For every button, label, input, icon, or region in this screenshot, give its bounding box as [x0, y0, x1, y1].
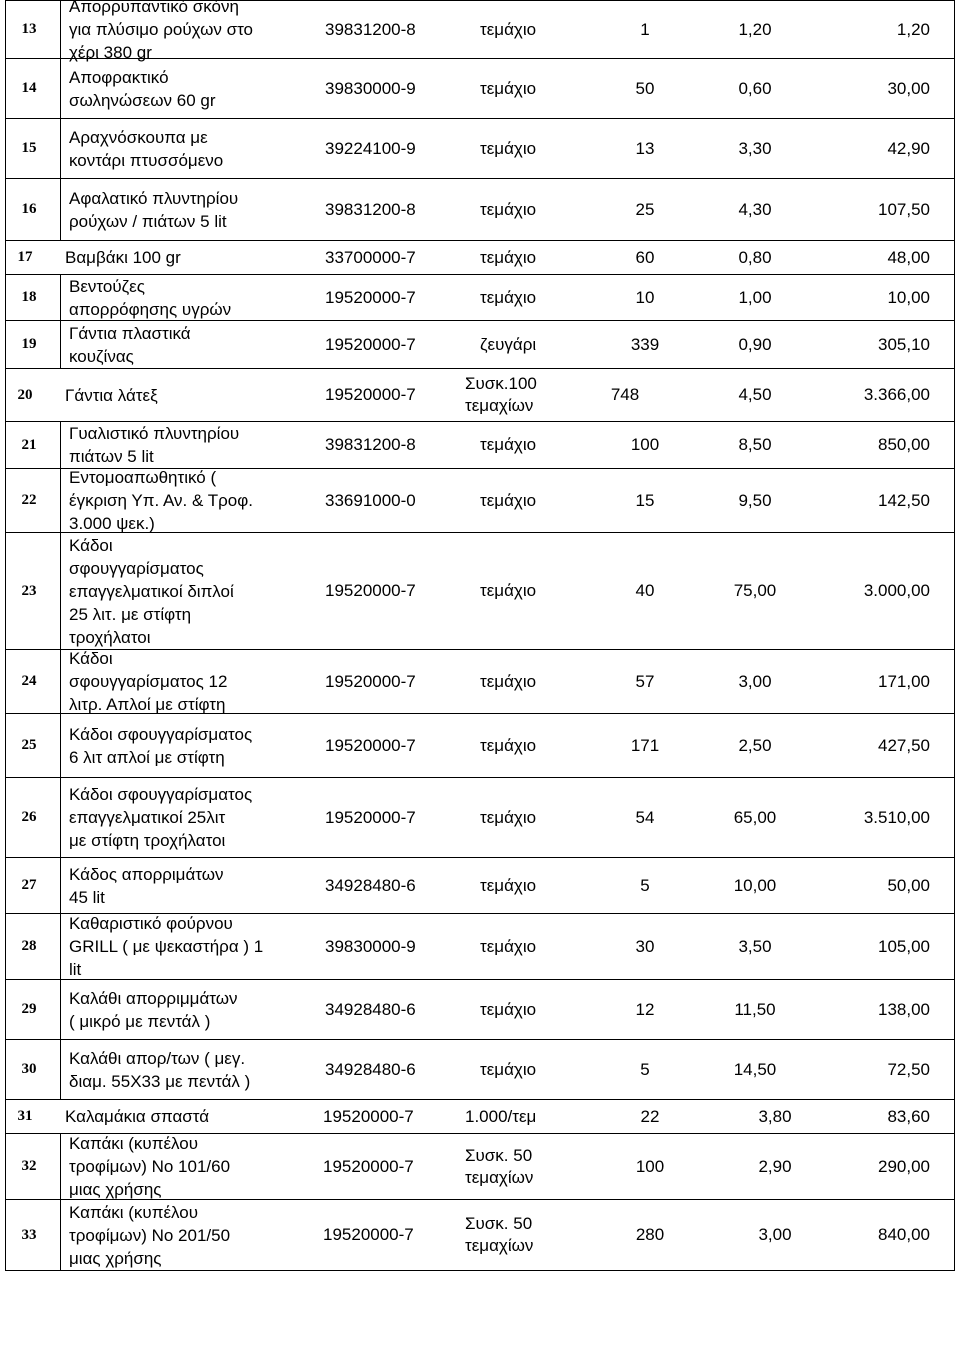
unit-of-measure: ζευγάρι [480, 334, 537, 354]
row-border-right [954, 1134, 955, 1199]
unit-price: 11,50 [734, 999, 776, 1019]
item-number: 27 [21, 877, 37, 893]
row-border-mid [60, 422, 61, 468]
quantity: 339 [630, 334, 660, 354]
unit-of-measure: Συσκ. 50 τεμαχίων [465, 1214, 534, 1255]
unit-price: 4,30 [738, 199, 772, 219]
line-total: 3.510,00 [863, 807, 930, 827]
unit-of-measure: τεμάχιο [480, 999, 537, 1019]
cpv-code: 19520000-7 [323, 1225, 414, 1244]
unit-price: 3,80 [758, 1106, 792, 1126]
unit-price: 1,20 [738, 19, 772, 39]
cpv-code: 39831200-8 [325, 19, 416, 39]
quantity: 22 [640, 1106, 660, 1126]
quantity: 50 [635, 78, 655, 98]
unit-of-measure: 1.000/τεμ [465, 1106, 537, 1126]
row-border-mid [60, 858, 61, 913]
table-row [5, 469, 955, 533]
line-total: 50,00 [887, 875, 930, 895]
item-number: 23 [21, 582, 37, 599]
line-total: 107,50 [878, 199, 930, 219]
item-number: 26 [21, 809, 37, 825]
line-total: 10,00 [887, 287, 930, 307]
table-row [5, 321, 955, 369]
item-description: Κάδος απορριμάτων 45 lit [69, 864, 224, 907]
item-description: Βαμβάκι 100 gr [65, 248, 181, 267]
line-total: 305,10 [878, 334, 930, 354]
line-total: 1,20 [896, 19, 930, 39]
unit-price: 2,90 [758, 1156, 792, 1176]
item-description: Εντομοαπωθητικό ( έγκριση Υπ. Αν. & Τροφ. 3.000 ψεκ.) [69, 468, 253, 533]
row-border-right [954, 778, 955, 857]
table-row [5, 1134, 955, 1200]
row-border-mid [60, 469, 61, 532]
cpv-code: 19520000-7 [325, 385, 416, 404]
line-total: 840,00 [878, 1225, 930, 1244]
quantity: 100 [635, 1156, 665, 1176]
row-border-right [954, 1, 955, 58]
row-border-mid [60, 321, 61, 368]
line-total: 105,00 [878, 936, 930, 956]
item-number: 16 [21, 201, 37, 217]
quantity: 5 [640, 1059, 650, 1079]
quantity: 54 [635, 807, 655, 827]
items-table [5, 0, 955, 1271]
item-description: Καλαμάκια σπαστά [65, 1107, 210, 1126]
quantity: 30 [635, 936, 655, 956]
item-number: 22 [21, 492, 37, 508]
cpv-code: 19520000-7 [325, 334, 416, 354]
item-number: 29 [21, 1001, 37, 1017]
quantity: 5 [640, 875, 650, 895]
unit-of-measure: τεμάχιο [480, 671, 537, 691]
item-description: Κάδοι σφουγγαρίσματος 12 λιτρ. Απλοί με στίφτη [69, 649, 228, 714]
cpv-code: 19520000-7 [325, 671, 416, 691]
row-border-right [954, 1200, 955, 1270]
unit-price: 0,90 [738, 334, 772, 354]
row-border-right [954, 533, 955, 649]
row-border-mid [60, 650, 61, 713]
row-border-mid [60, 179, 61, 240]
cpv-code: 19520000-7 [325, 735, 416, 755]
item-description: Γάντια πλαστικά κουζίνας [69, 323, 191, 366]
quantity: 13 [635, 138, 655, 158]
row-border-right [954, 650, 955, 713]
row-border-right [954, 422, 955, 468]
cpv-code: 34928480-6 [325, 875, 416, 895]
item-number: 17 [17, 249, 33, 265]
unit-price: 9,50 [738, 490, 772, 510]
unit-price: 1,00 [738, 287, 772, 307]
row-border-right [954, 59, 955, 118]
cpv-code: 39224100-9 [325, 138, 416, 158]
cpv-code: 33700000-7 [325, 247, 416, 267]
cpv-code: 34928480-6 [325, 999, 416, 1019]
unit-price: 2,50 [738, 735, 772, 755]
line-total: 72,50 [887, 1059, 930, 1079]
item-number: 21 [21, 436, 37, 453]
unit-of-measure: τεμάχιο [480, 435, 537, 454]
unit-of-measure: τεμάχιο [480, 19, 537, 39]
table-row [5, 1040, 955, 1100]
table-row [5, 275, 955, 321]
table-row [5, 59, 955, 119]
cpv-code: 19520000-7 [325, 807, 416, 827]
row-border-mid [60, 59, 61, 118]
item-description: Απορρυπαντικό σκόνη για πλύσιμο ρούχων στο χέρι 380 gr [69, 0, 253, 62]
unit-price: 3,00 [738, 671, 772, 691]
item-number: 19 [21, 336, 37, 352]
unit-price: 14,50 [733, 1059, 777, 1079]
cpv-code: 39830000-9 [325, 78, 416, 98]
line-total: 83,60 [887, 1106, 930, 1126]
unit-price: 0,80 [738, 247, 772, 267]
cpv-code: 34928480-6 [325, 1059, 416, 1079]
unit-of-measure: τεμάχιο [480, 936, 537, 956]
cpv-code: 19520000-7 [325, 287, 416, 307]
cpv-code: 19520000-7 [323, 1106, 414, 1126]
row-border-right [954, 1100, 955, 1133]
line-total: 48,00 [887, 247, 930, 267]
item-number: 15 [21, 140, 37, 156]
item-number: 18 [21, 289, 37, 305]
row-border-right [954, 241, 955, 274]
line-total: 138,00 [878, 999, 930, 1019]
unit-of-measure: τεμάχιο [480, 78, 537, 98]
table-row [5, 980, 955, 1040]
row-border-right [954, 119, 955, 178]
unit-of-measure: τεμάχιο [480, 1059, 537, 1079]
unit-of-measure: τεμάχιο [480, 247, 537, 267]
unit-of-measure: τεμάχιο [480, 581, 537, 600]
quantity: 1 [640, 19, 650, 39]
item-description: Αποφρακτικό σωληνώσεων 60 gr [69, 67, 216, 110]
quantity: 60 [635, 247, 655, 267]
unit-price: 3,00 [758, 1225, 792, 1244]
item-description: Γυαλιστικό πλυντηρίου πιάτων 5 lit [69, 424, 240, 466]
item-number: 13 [21, 21, 37, 37]
item-number: 33 [21, 1226, 37, 1243]
unit-price: 65,00 [733, 807, 777, 827]
cpv-code: 19520000-7 [323, 1156, 414, 1176]
row-border-right [954, 321, 955, 368]
item-description: Καλάθι απορριμμάτων ( μικρό με πεντάλ ) [69, 988, 238, 1031]
quantity: 10 [635, 287, 655, 307]
row-border-mid [60, 1134, 61, 1199]
unit-price: 10,00 [733, 875, 777, 895]
row-border-mid [60, 778, 61, 857]
unit-of-measure: τεμάχιο [480, 490, 537, 510]
line-total: 30,00 [887, 78, 930, 98]
cpv-code: 19520000-7 [325, 581, 416, 600]
row-border-right [954, 179, 955, 240]
quantity: 40 [635, 581, 655, 600]
quantity: 57 [635, 671, 655, 691]
unit-of-measure: τεμάχιο [480, 138, 537, 158]
unit-of-measure: Συσκ. 50 τεμαχίων [465, 1145, 534, 1187]
table-row [5, 119, 955, 179]
unit-of-measure: τεμάχιο [480, 199, 537, 219]
item-description: Κάδοι σφουγγαρίσματος 6 λιτ απλοί με στίφτη [69, 724, 253, 767]
row-border-mid [60, 914, 61, 979]
quantity: 748 [610, 385, 640, 404]
row-border-mid [60, 275, 61, 320]
row-border-mid [60, 980, 61, 1039]
row-border-mid [60, 533, 61, 649]
item-number: 20 [17, 386, 33, 403]
row-border-right [954, 1040, 955, 1099]
unit-of-measure: τεμάχιο [480, 735, 537, 755]
unit-of-measure: τεμάχιο [480, 875, 537, 895]
row-border-mid [60, 119, 61, 178]
row-border-right [954, 914, 955, 979]
item-number: 31 [17, 1108, 33, 1124]
unit-of-measure: τεμάχιο [480, 807, 537, 827]
row-border-right [954, 980, 955, 1039]
line-total: 42,90 [887, 138, 930, 158]
item-description: Καθαριστικό φούρνου GRILL ( με ψεκαστήρα ) 1 lit [69, 914, 264, 979]
unit-price: 3,30 [738, 138, 772, 158]
item-description: Καλάθι απορ/των ( μεγ. διαμ. 55Χ33 με πεντάλ ) [69, 1048, 251, 1091]
line-total: 290,00 [878, 1156, 930, 1176]
item-number: 30 [21, 1061, 37, 1077]
table-row [5, 369, 955, 422]
cpv-code: 39831200-8 [325, 435, 416, 454]
unit-price: 0,60 [738, 78, 772, 98]
line-total: 3.366,00 [863, 385, 930, 404]
table-row [5, 914, 955, 980]
unit-price: 3,50 [738, 936, 772, 956]
item-description: Κάδοι σφουγγαρίσματος επαγγελματικοί 25λιτ με στίφτη τροχήλατοι [69, 785, 253, 850]
item-description: Καπάκι (κυπέλου τροφίμων) Νο 101/60 μιας χρήσης [69, 1134, 231, 1199]
table-row [5, 650, 955, 714]
line-total: 171,00 [878, 671, 930, 691]
quantity: 15 [635, 490, 655, 510]
item-description: Αραχνόσκουπα με κοντάρι πτυσσόμενο [69, 127, 224, 170]
row-border-right [954, 275, 955, 320]
row-border-mid [60, 714, 61, 777]
quantity: 100 [630, 435, 660, 454]
row-border-right [954, 469, 955, 532]
item-description: Γάντια λάτεξ [65, 385, 158, 405]
table-row [5, 714, 955, 778]
cpv-code: 33691000-0 [325, 490, 416, 510]
table-row [5, 533, 955, 650]
item-description: Καπάκι (κυπέλου τροφίμων) Νο 201/50 μιας χρήσης [69, 1202, 231, 1268]
item-number: 24 [21, 673, 37, 689]
quantity: 171 [630, 735, 660, 755]
line-total: 3.000,00 [863, 581, 930, 600]
cpv-code: 39830000-9 [325, 936, 416, 956]
table-row [5, 1100, 955, 1134]
table-row [5, 858, 955, 914]
unit-of-measure: τεμάχιο [480, 287, 537, 307]
row-border-mid [60, 1040, 61, 1099]
row-border-mid [60, 1, 61, 58]
unit-price: 8,50 [738, 435, 772, 454]
quantity: 280 [635, 1225, 665, 1244]
row-border-right [954, 714, 955, 777]
unit-price: 4,50 [738, 385, 772, 404]
row-border-right [954, 858, 955, 913]
quantity: 25 [635, 199, 655, 219]
line-total: 427,50 [878, 735, 930, 755]
row-border-mid [60, 1200, 61, 1270]
item-description: Αφαλατικό πλυντηρίου ρούχων / πιάτων 5 lit [69, 188, 239, 231]
item-number: 25 [21, 737, 37, 753]
cpv-code: 39831200-8 [325, 199, 416, 219]
item-number: 14 [21, 80, 37, 96]
quantity: 12 [635, 999, 655, 1019]
line-total: 850,00 [878, 435, 930, 454]
table-row [5, 179, 955, 241]
item-number: 32 [21, 1158, 37, 1174]
unit-of-measure: Συσκ.100 τεμαχίων [465, 374, 537, 415]
table-row [5, 241, 955, 275]
table-row [5, 1200, 955, 1271]
item-number: 28 [21, 938, 37, 954]
row-border-right [954, 369, 955, 421]
item-description: Βεντούζες απορρόφησης υγρών [69, 276, 232, 319]
unit-price: 75,00 [733, 581, 777, 600]
table-row [5, 422, 955, 469]
item-description: Κάδοι σφουγγαρίσματος επαγγελματικοί διπλοί 25 λιτ. με στίφτη τροχήλατοι [69, 535, 234, 647]
table-row [5, 0, 955, 62]
line-total: 142,50 [878, 490, 930, 510]
table-row [5, 778, 955, 858]
